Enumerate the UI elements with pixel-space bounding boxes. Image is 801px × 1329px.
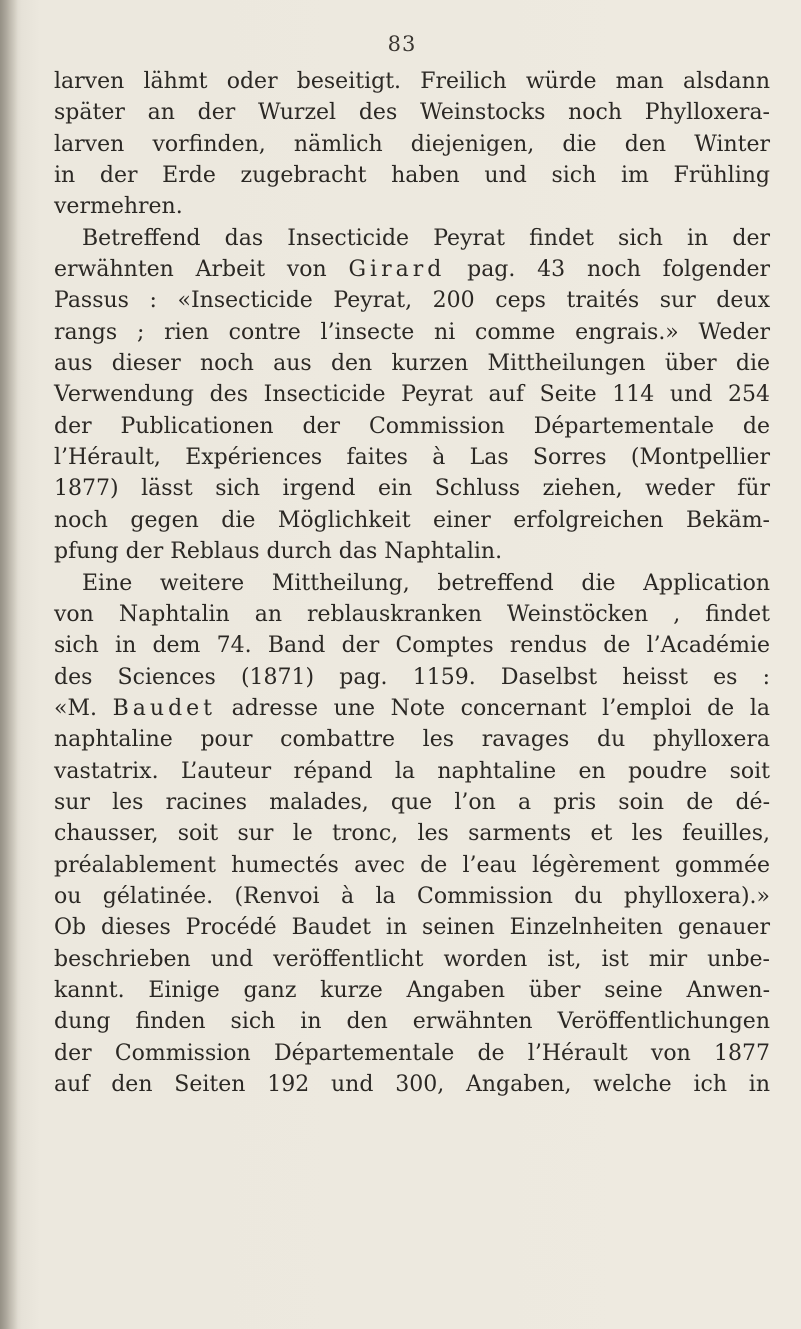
text-run: pag. 43 noch folgender [445,257,770,283]
author-name: Baudet [112,695,217,721]
text-line: Eine weitere Mittheilung, betreffend die Application [82,570,770,596]
text-line: beschrieben und veröffentlicht worden ist, ist mir unbe- [54,946,770,972]
text-line: naphtaline pour combattre les ravages du phylloxera [54,727,770,753]
text-line: rangs ; rien contre l’insecte ni comme engrais.» Weder [54,319,770,345]
text-line [54,693,770,724]
text-line: noch gegen die Möglichkeit einer erfolgreichen Bekäm- [54,507,770,533]
text-line: des Sciences (1871) pag. 1159. Daselbst heisst es : [54,664,770,690]
text-line: dung finden sich in den erwähnten Veröffentlichungen [54,1009,770,1035]
text-line: préalablement humectés avec de l’eau légèrement gommée [54,852,770,878]
author-name: Girard [348,257,446,283]
text-line: von Naphtalin an reblauskranken Weinstöcken , findet [54,601,770,627]
text-line: larven lähmt oder beseitigt. Freilich würde man alsdann [54,69,770,94]
text-line: sich in dem 74. Band der Comptes rendus de l’Académie [54,633,770,659]
text-line: larven vorfinden, nämlich diejenigen, die den Winter [54,131,770,157]
text-line: pfung der Reblaus durch das Naphtalin. [54,539,503,565]
text-line: vastatrix. L’auteur répand la naphtaline en poudre soit [54,758,770,784]
text-line: Ob dieses Procédé Baudet in seinen Einzelnheiten genauer [54,915,770,941]
text-run: «M. [54,695,113,721]
text-line: l’Hérault, Expériences faites à Las Sorres (Montpellier [54,445,770,471]
page-number: 83 [387,32,417,56]
text-line: in der Erde zugebracht haben und sich im Frühling [54,163,770,189]
text-line: kannt. Einige ganz kurze Angaben über seine Anwen- [54,977,770,1003]
text-run: adresse une Note concernant l’emploi de la [216,695,770,721]
text-line: auf den Seiten 192 und 300, Angaben, welche ich in [54,1072,770,1097]
text-line: Betreffend das Insecticide Peyrat findet sich in der [82,225,770,251]
text-line: später an der Wurzel des Weinstocks noch Phylloxera- [54,100,770,126]
text-line: 1877) lässt sich irgend ein Schluss ziehen, weder für [54,476,770,502]
body-text [54,66,770,1100]
text-line [54,254,770,285]
text-line: ou gélatinée. (Renvoi à la Commission du phylloxera).» [54,883,770,909]
text-line: vermehren. [54,194,183,220]
text-line: aus dieser noch aus den kurzen Mittheilungen über die [54,351,770,377]
text-line: Passus : «Insecticide Peyrat, 200 ceps traités sur deux [54,288,770,314]
text-line: Verwendung des Insecticide Peyrat auf Seite 114 und 254 [54,382,770,408]
text-line: der Commission Départementale de l’Hérault von 1877 [54,1040,770,1066]
binding-shadow [0,0,18,1329]
text-line: chausser, soit sur le tronc, les sarments et les feuilles, [54,821,770,847]
text-run: erwähnten Arbeit von [54,257,349,283]
text-line: sur les racines malades, que l’on a pris soin de dé- [54,789,770,815]
text-line: der Publicationen der Commission Départementale de [54,413,770,439]
